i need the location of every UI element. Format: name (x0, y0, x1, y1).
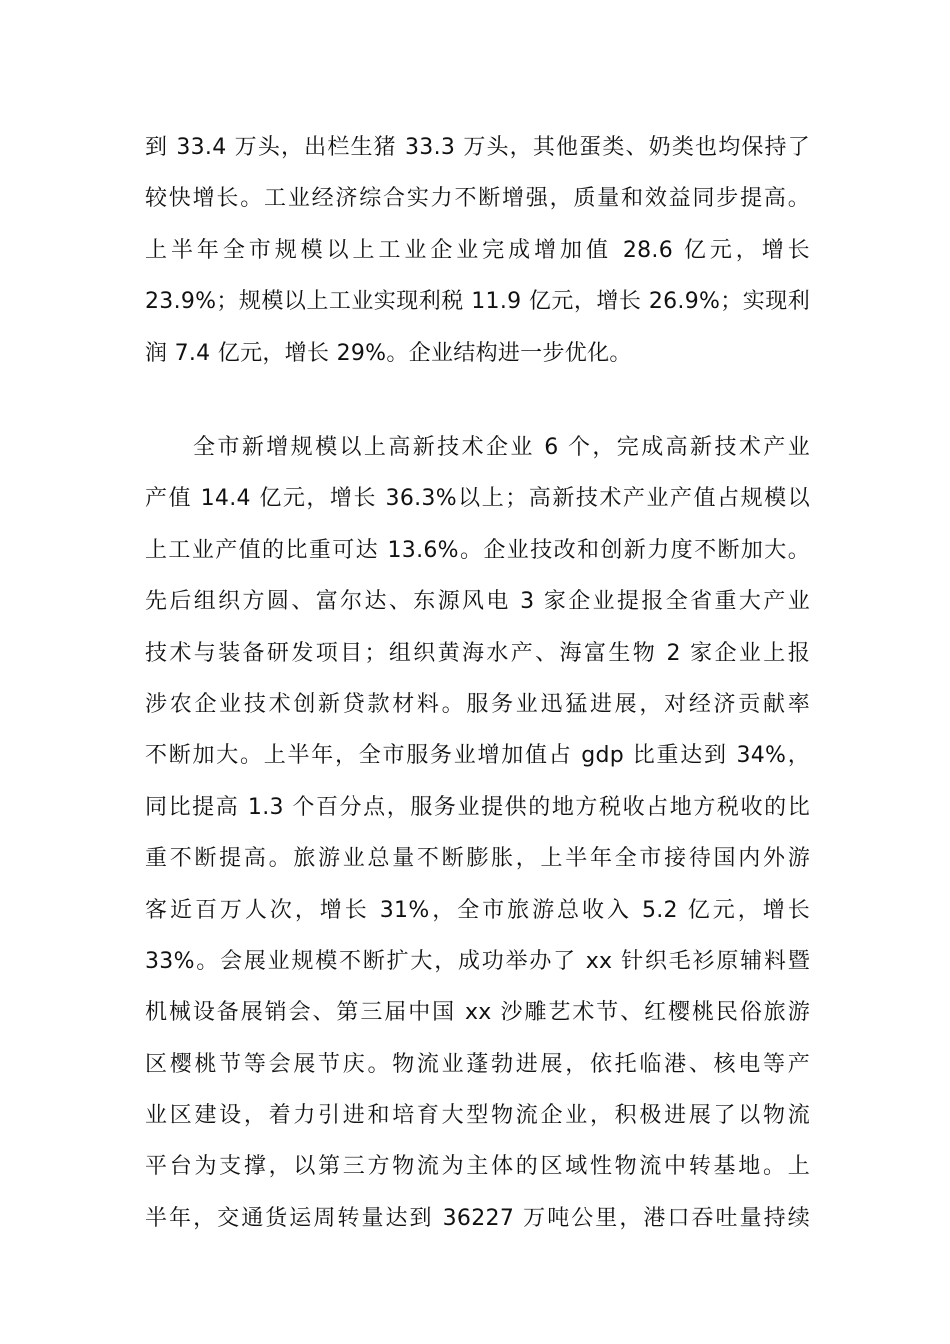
text-line: 业区建设，着力引进和培育大型物流企业，积极进展了以物流 (145, 1103, 810, 1129)
text-line: 上工业产值的比重可达 13.6%。企业技改和创新力度不断加大。 (145, 537, 810, 563)
text-line: 先后组织方圆、富尔达、东源风电 3 家企业提报全省重大产业 (145, 589, 810, 615)
paragraph-1 (145, 122, 810, 379)
text-line: 全市新增规模以上高新技术企业 6 个，完成高新技术产业 (193, 435, 810, 460)
text-line: 产值 14.4 亿元，增长 36.3%以上；高新技术产业产值占规模以 (145, 486, 810, 512)
text-line: 润 7.4 亿元，增长 29%。企业结构进一步优化。 (145, 340, 632, 366)
text-line: 平台为支撑，以第三方物流为主体的区域性物流中转基地。上 (145, 1154, 810, 1180)
text-line: 机械设备展销会、第三届中国 xx 沙雕艺术节、红樱桃民俗旅游 (145, 1000, 810, 1026)
text-line: 客近百万人次，增长 31%，全市旅游总收入 5.2 亿元，增长 (145, 897, 810, 923)
text-line: 同比提高 1.3 个百分点，服务业提供的地方税收占地方税收的比 (145, 794, 810, 820)
text-line: 重不断提高。旅游业总量不断膨胀，上半年全市接待国内外游 (145, 846, 810, 872)
text-line: 技术与装备研发项目；组织黄海水产、海富生物 2 家企业上报 (145, 640, 810, 666)
text-line: 到 33.4 万头，出栏生猪 33.3 万头，其他蛋类、奶类也均保持了 (145, 135, 810, 160)
text-line: 23.9%；规模以上工业实现利税 11.9 亿元，增长 26.9%；实现利 (145, 289, 810, 315)
text-line: 半年，交通货运周转量达到 36227 万吨公里，港口吞吐量持续 (145, 1205, 810, 1231)
text-line: 区樱桃节等会展节庆。物流业蓬勃进展，依托临港、核电等产 (145, 1051, 810, 1077)
text-line: 较快增长。工业经济综合实力不断增强，质量和效益同步提高。 (145, 186, 810, 212)
text-line: 上半年全市规模以上工业企业完成增加值 28.6 亿元，增长 (145, 237, 810, 263)
text-line: 涉农企业技术创新贷款材料。服务业迅猛进展，对经济贡献率 (145, 691, 810, 717)
text-line: 33%。会展业规模不断扩大，成功举办了 xx 针织毛衫原辅料暨 (145, 948, 810, 974)
paragraph-2 (145, 422, 810, 1244)
text-line: 不断加大。上半年，全市服务业增加值占 gdp 比重达到 34%， (145, 743, 810, 769)
